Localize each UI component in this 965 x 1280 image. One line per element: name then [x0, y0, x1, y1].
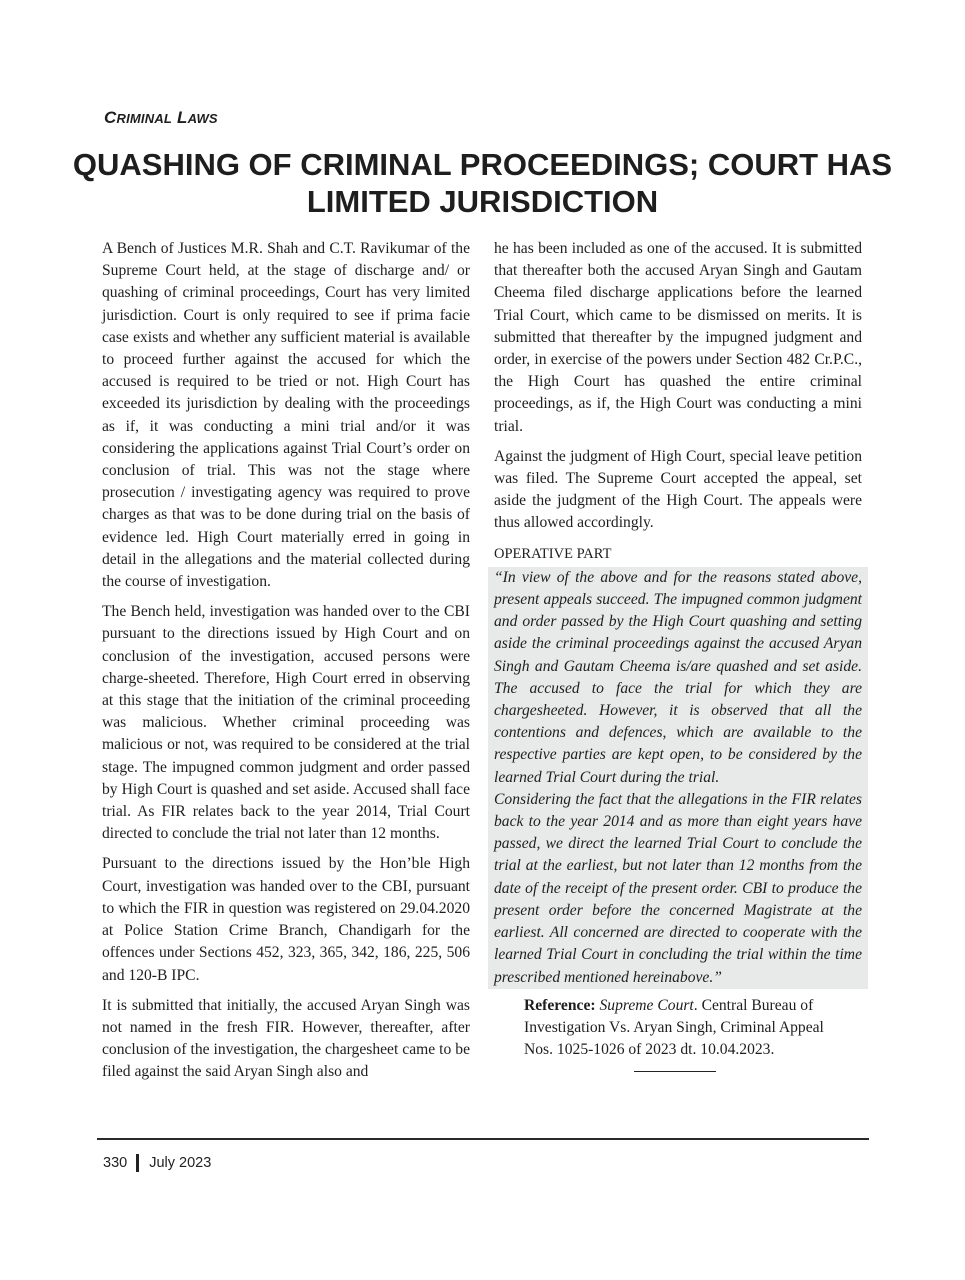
section-label-rest-1: RIMINAL	[116, 111, 173, 126]
article-title: QUASHING OF CRIMINAL PROCEEDINGS; COURT HAS LIMITED JURISDICTION	[72, 147, 893, 219]
footer-rule	[97, 1138, 869, 1140]
page-number: 330	[103, 1155, 128, 1171]
paragraph: It is submitted that initially, the accused Aryan Singh was not named in the fresh FIR. However, thereafter, after conclusion of the investigation, the chargesheet came to be filed against the said Aryan Singh also and	[102, 996, 470, 1081]
section-label-initial-2: L	[176, 108, 188, 127]
paragraph: he has been included as one of the accused. It is submitted that thereafter both the accused Aryan Singh and Gautam Cheema filed discharge applications before the learned Trial Court, which came to be dismissed on merits. It is submitted that thereafter by the impugned judgment and order, in exercise of the powers under Section 482 Cr.P.C., the High Court has quashed the entire criminal proceedings, as if, the High Court was conducting a mini trial.	[494, 240, 862, 435]
issue-date: July 2023	[149, 1155, 212, 1171]
section-label	[104, 108, 218, 128]
operative-part-heading: OPERATIVE PART	[494, 545, 612, 562]
quote-paragraph: Considering the fact that the allegations in the FIR relates back to the year 2014 and as more than eight years have passed, we direct the learned Trial Court to conclude the trial at the earliest, but not later than 12 months from the date of the receipt of the present order. CBI to produce the present order before the concerned Magistrate at the earliest. All concerned are directed to cooperate with the learned Trial Court in concluding the trial within the time prescribed mentioned hereinabove.”	[494, 790, 862, 986]
paragraph: Against the judgment of High Court, special leave petition was filed. The Supreme Court accepted the appeal, set aside the judgment of the High Court. The appeals were thus allowed accordingly.	[494, 447, 862, 532]
end-rule	[634, 1071, 716, 1072]
reference-court: Supreme Court	[599, 996, 694, 1014]
quote-paragraph: “In view of the above and for the reasons stated above, present appeals succeed. The impugned common judgment and order passed by the High Court quashing and setting aside the criminal proceedings against the accused Aryan Singh and Gautam Cheema is/are quashed and set aside. The accused to face the trial for which they are chargesheeted. However, it is observed that all the contentions and defences, which are available to the respective parties are kept open, to be considered by the learned Trial Court during the trial.	[494, 568, 862, 786]
reference-label: Reference:	[524, 996, 596, 1014]
section-label-initial-1: C	[104, 108, 117, 127]
right-column	[494, 238, 862, 1072]
reference-text: . Central Bureau of Investigation Vs. Aryan Singh, Criminal Appeal Nos. 1025-1026 of 2023 dt. 10.04.2023.	[524, 996, 824, 1059]
paragraph: The Bench held, investigation was handed over to the CBI pursuant to the directions issued by High Court and on conclusion of the investigation, accused persons were charge-sheeted. Therefore, High Court erred in observing at this stage that the initiation of the criminal proceeding was malicious. Whether criminal proceeding was malicious or not, was required to be considered at the trial stage. The impugned common judgment and order passed by High Court is quashed and set aside. Accused shall face trial. As FIR relates back to the year 2014, Trial Court directed to conclude the trial not later than 12 months.	[102, 603, 470, 843]
paragraph: A Bench of Justices M.R. Shah and C.T. Ravikumar of the Supreme Court held, at the stage of discharge and/ or quashing of criminal proceedings, Court has very limited jurisdiction. Court is only required to see if prima facie case exists and whether any sufficient material is available to proceed further against the accused for which the accused is required to be tried or not. High Court has exceeded its jurisdiction by dealing with the proceedings as if, it was conducting a mini trial and/or it was considering the applications against Trial Court’s order on conclusion of trial. This was not the stage where prosecution / investigating agency was required to prove charges as that was to be done during trial on the basis of evidence led. High Court materially erred in going in detail in the allegations and the material collected during the course of investigation.	[102, 240, 470, 591]
left-column	[102, 238, 470, 1092]
page-footer	[103, 1154, 211, 1172]
footer-separator	[136, 1154, 139, 1172]
paragraph: Pursuant to the directions issued by the Hon’ble High Court, investigation was handed over to the CBI, pursuant to which the FIR in question was registered on 29.04.2020 at Police Station Crime Branch, Chandigarh for the offences under Sections 452, 323, 365, 342, 186, 225, 506 and 120-B IPC.	[102, 855, 470, 984]
section-label-rest-2: AWS	[187, 111, 218, 126]
reference-block	[524, 995, 834, 1062]
operative-part-quote	[488, 567, 868, 989]
